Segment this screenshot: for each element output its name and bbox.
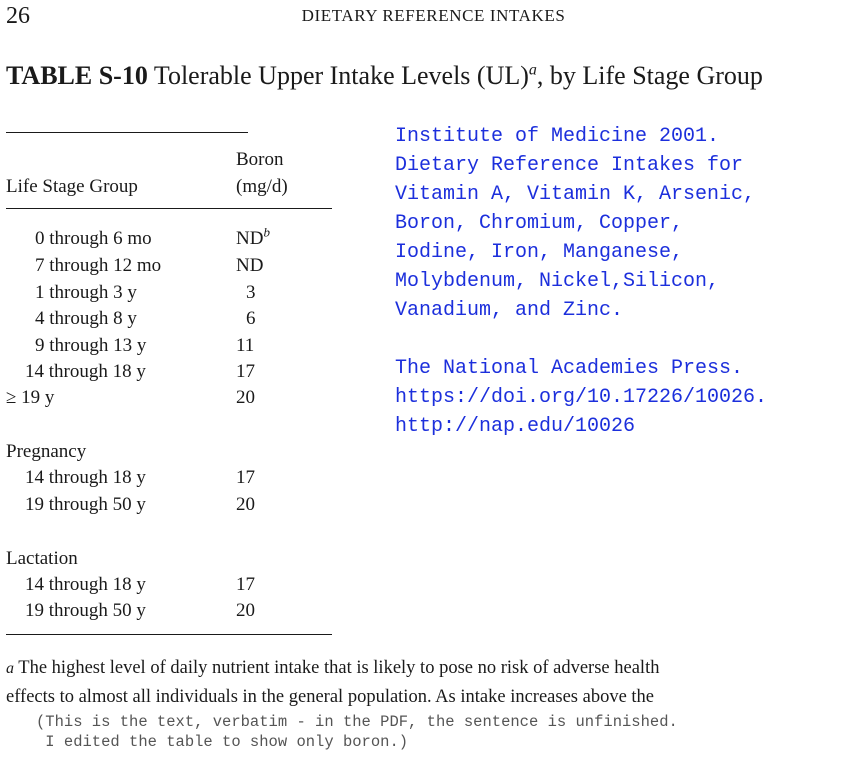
life-stage-cell: 4 through 8 y xyxy=(35,308,137,329)
section-heading-text: Lactation xyxy=(6,548,78,569)
section-heading-text: Pregnancy xyxy=(6,441,87,462)
column-header-life-stage: Life Stage Group xyxy=(6,176,138,197)
life-stage-cell: 1 through 3 y xyxy=(35,282,137,303)
life-stage-cell: 19 through 50 y xyxy=(25,600,146,621)
boron-value-cell: 3 xyxy=(246,282,256,303)
boron-value-cell: 11 xyxy=(236,335,255,356)
table-title-footnote-mark: a xyxy=(528,61,537,79)
citation-block xyxy=(395,122,865,441)
boron-value-cell: 20 xyxy=(236,494,255,515)
citation-publisher-links: The National Academies Press. https://doi.org/10.17226/10026. http://nap.edu/10026 xyxy=(395,357,768,438)
boron-value-cell: ND xyxy=(236,255,264,276)
table-title xyxy=(6,60,846,91)
footnote-line-1 xyxy=(6,654,867,683)
life-stage-cell: 19 through 50 y xyxy=(25,494,146,515)
life-stage-cell: 14 through 18 y xyxy=(25,361,146,382)
footnote xyxy=(6,654,867,711)
table-header-rule xyxy=(6,208,332,209)
boron-value-cell: 20 xyxy=(236,387,255,408)
table-title-text: Tolerable Upper Intake Levels (UL) xyxy=(147,61,529,90)
life-stage-cell: 7 through 12 mo xyxy=(35,255,162,276)
life-stage-cell: 9 through 13 y xyxy=(35,335,147,356)
editor-note: (This is the text, verbatim - in the PDF, the sentence is unfinished. I edited the table to show only boron.) xyxy=(36,713,678,751)
footnote-line-2: effects to almost all individuals in the general population. As intake increases above the xyxy=(6,687,655,707)
table-label: TABLE S-10 xyxy=(6,61,148,90)
life-stage-cell: 14 through 18 y xyxy=(25,467,146,488)
boron-value-cell: 17 xyxy=(236,361,255,382)
life-stage-cell: 14 through 18 y xyxy=(25,574,146,595)
running-head: DIETARY REFERENCE INTAKES xyxy=(301,6,566,25)
footnote-text-1: The highest level of daily nutrient intake that is likely to pose no risk of adverse health xyxy=(14,658,660,678)
column-header-boron-unit: (mg/d) xyxy=(236,176,288,197)
column-header-boron: Boron xyxy=(236,149,284,170)
footnote-mark-a: a xyxy=(6,660,14,677)
boron-value-cell: 17 xyxy=(236,574,255,595)
boron-value-cell: 20 xyxy=(236,600,255,621)
table-title-rest: , by Life Stage Group xyxy=(536,61,763,90)
boron-value-cell: 6 xyxy=(246,308,256,329)
page-number: 26 xyxy=(6,3,30,29)
table-top-rule xyxy=(6,132,248,133)
boron-value-cell: 17 xyxy=(236,467,255,488)
footnote-mark-b: b xyxy=(263,224,270,240)
boron-value-cell xyxy=(236,226,270,252)
table-bottom-rule xyxy=(6,634,332,635)
life-stage-cell: 0 through 6 mo xyxy=(35,228,152,249)
life-stage-cell: ≥ 19 y xyxy=(6,387,55,408)
citation-reference: Institute of Medicine 2001. Dietary Reference Intakes for Vitamin A, Vitamin K, Arsenic, Boron, Chromium, Copper, Iodine, Iron, Manganese, Molybdenum, Nickel,Silicon, Vanadium, and Zinc. xyxy=(395,125,756,322)
boron-value: ND xyxy=(236,228,264,249)
